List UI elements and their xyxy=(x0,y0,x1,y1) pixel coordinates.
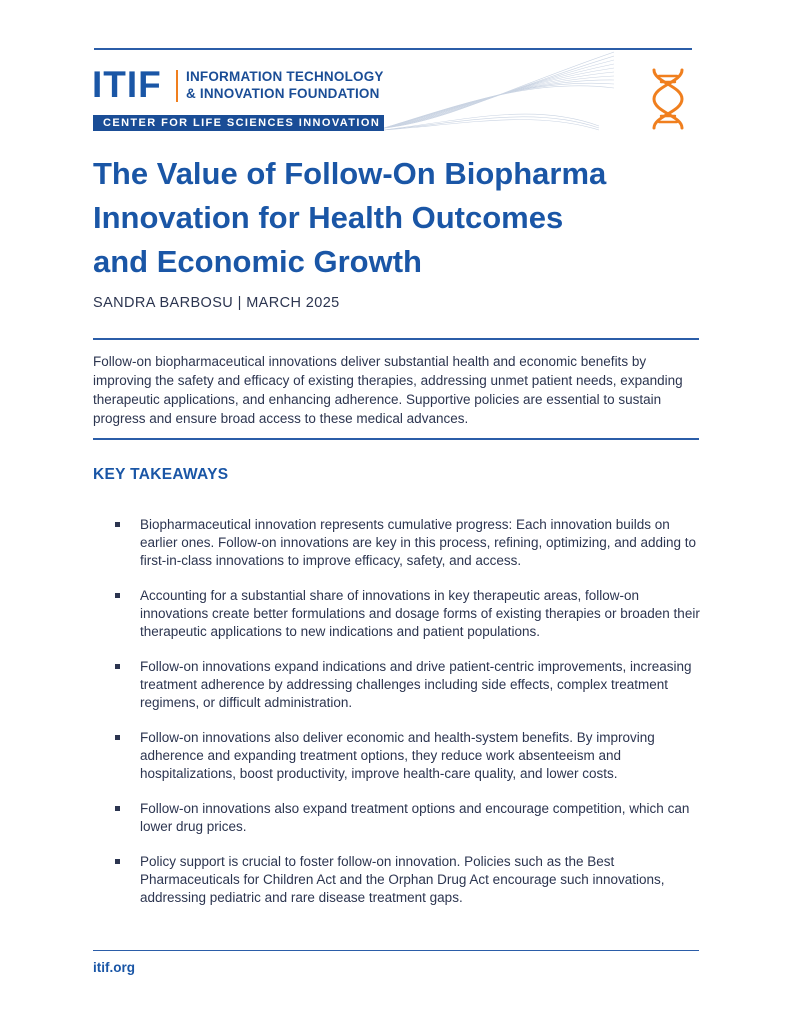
takeaway-text: Follow-on innovations also expand treatment options and encourage competition, which can lower drug prices. xyxy=(140,801,690,834)
itif-logo: ITIF xyxy=(92,64,162,105)
takeaway-item xyxy=(113,516,703,570)
takeaway-item xyxy=(113,658,703,712)
logo-separator xyxy=(176,70,178,102)
title-line-1: The Value of Follow-On Biopharma xyxy=(93,156,607,191)
bullet-icon xyxy=(115,522,120,527)
takeaway-text: Accounting for a substantial share of innovations in key therapeutic areas, follow-on innovations create better formulations and dosage forms of existing therapies or broaden their therapeutic applications to new indications and patient populations. xyxy=(140,588,700,639)
summary-paragraph: Follow-on biopharmaceutical innovations deliver substantial health and economic benefits by improving the safety and efficacy of existing therapies, addressing unmet patient needs, expanding therapeutic applications, and enhancing adherence. Supportive policies are essential to sustain progress and ensure broad access to these medical advances. xyxy=(93,354,683,426)
org-name xyxy=(186,68,384,102)
takeaway-text: Follow-on innovations expand indications and drive patient-centric improvements, increasing treatment adherence by addressing challenges including side effects, complex treatment regimens, or difficult administration. xyxy=(140,659,692,710)
key-takeaways-list xyxy=(113,516,703,924)
bullet-icon xyxy=(115,735,120,740)
key-takeaways-heading: KEY TAKEAWAYS xyxy=(93,466,229,483)
decorative-wave-lines xyxy=(384,50,614,132)
title-line-3: and Economic Growth xyxy=(93,244,422,279)
org-name-line1: INFORMATION TECHNOLOGY xyxy=(186,69,384,84)
dna-helix-icon xyxy=(648,68,688,130)
takeaway-text: Policy support is crucial to foster follow-on innovation. Policies such as the Best Pharmaceuticals for Children Act and the Orphan Drug Act encourage such innovations, addressing pediatric and rare disease treatment gaps. xyxy=(140,854,665,905)
org-name-line2: & INNOVATION FOUNDATION xyxy=(186,86,380,101)
page-title xyxy=(93,152,653,284)
center-label-bar: CENTER FOR LIFE SCIENCES INNOVATION xyxy=(93,115,384,131)
author-byline: SANDRA BARBOSU | MARCH 2025 xyxy=(93,295,340,311)
summary-top-divider xyxy=(93,338,699,340)
takeaway-item xyxy=(113,853,703,907)
takeaway-text: Biopharmaceutical innovation represents cumulative progress: Each innovation builds on earlier ones. Follow-on innovations are key in this process, refining, optimizing, and adding to first-in-class innovations to improve efficacy, safety, and access. xyxy=(140,517,697,568)
footer-divider xyxy=(93,950,699,951)
summary-bottom-divider xyxy=(93,438,699,440)
website-link[interactable]: itif.org xyxy=(93,960,135,975)
takeaway-item xyxy=(113,800,703,836)
takeaway-item xyxy=(113,587,703,641)
bullet-icon xyxy=(115,859,120,864)
bullet-icon xyxy=(115,664,120,669)
bullet-icon xyxy=(115,806,120,811)
bullet-icon xyxy=(115,593,120,598)
takeaway-text: Follow-on innovations also deliver economic and health-system benefits. By improving adherence and expanding treatment options, they reduce work absenteeism and hospitalizations, boost productivity, improve health-care quality, and lower costs. xyxy=(140,730,655,781)
takeaway-item xyxy=(113,729,703,783)
title-line-2: Innovation for Health Outcomes xyxy=(93,200,564,235)
